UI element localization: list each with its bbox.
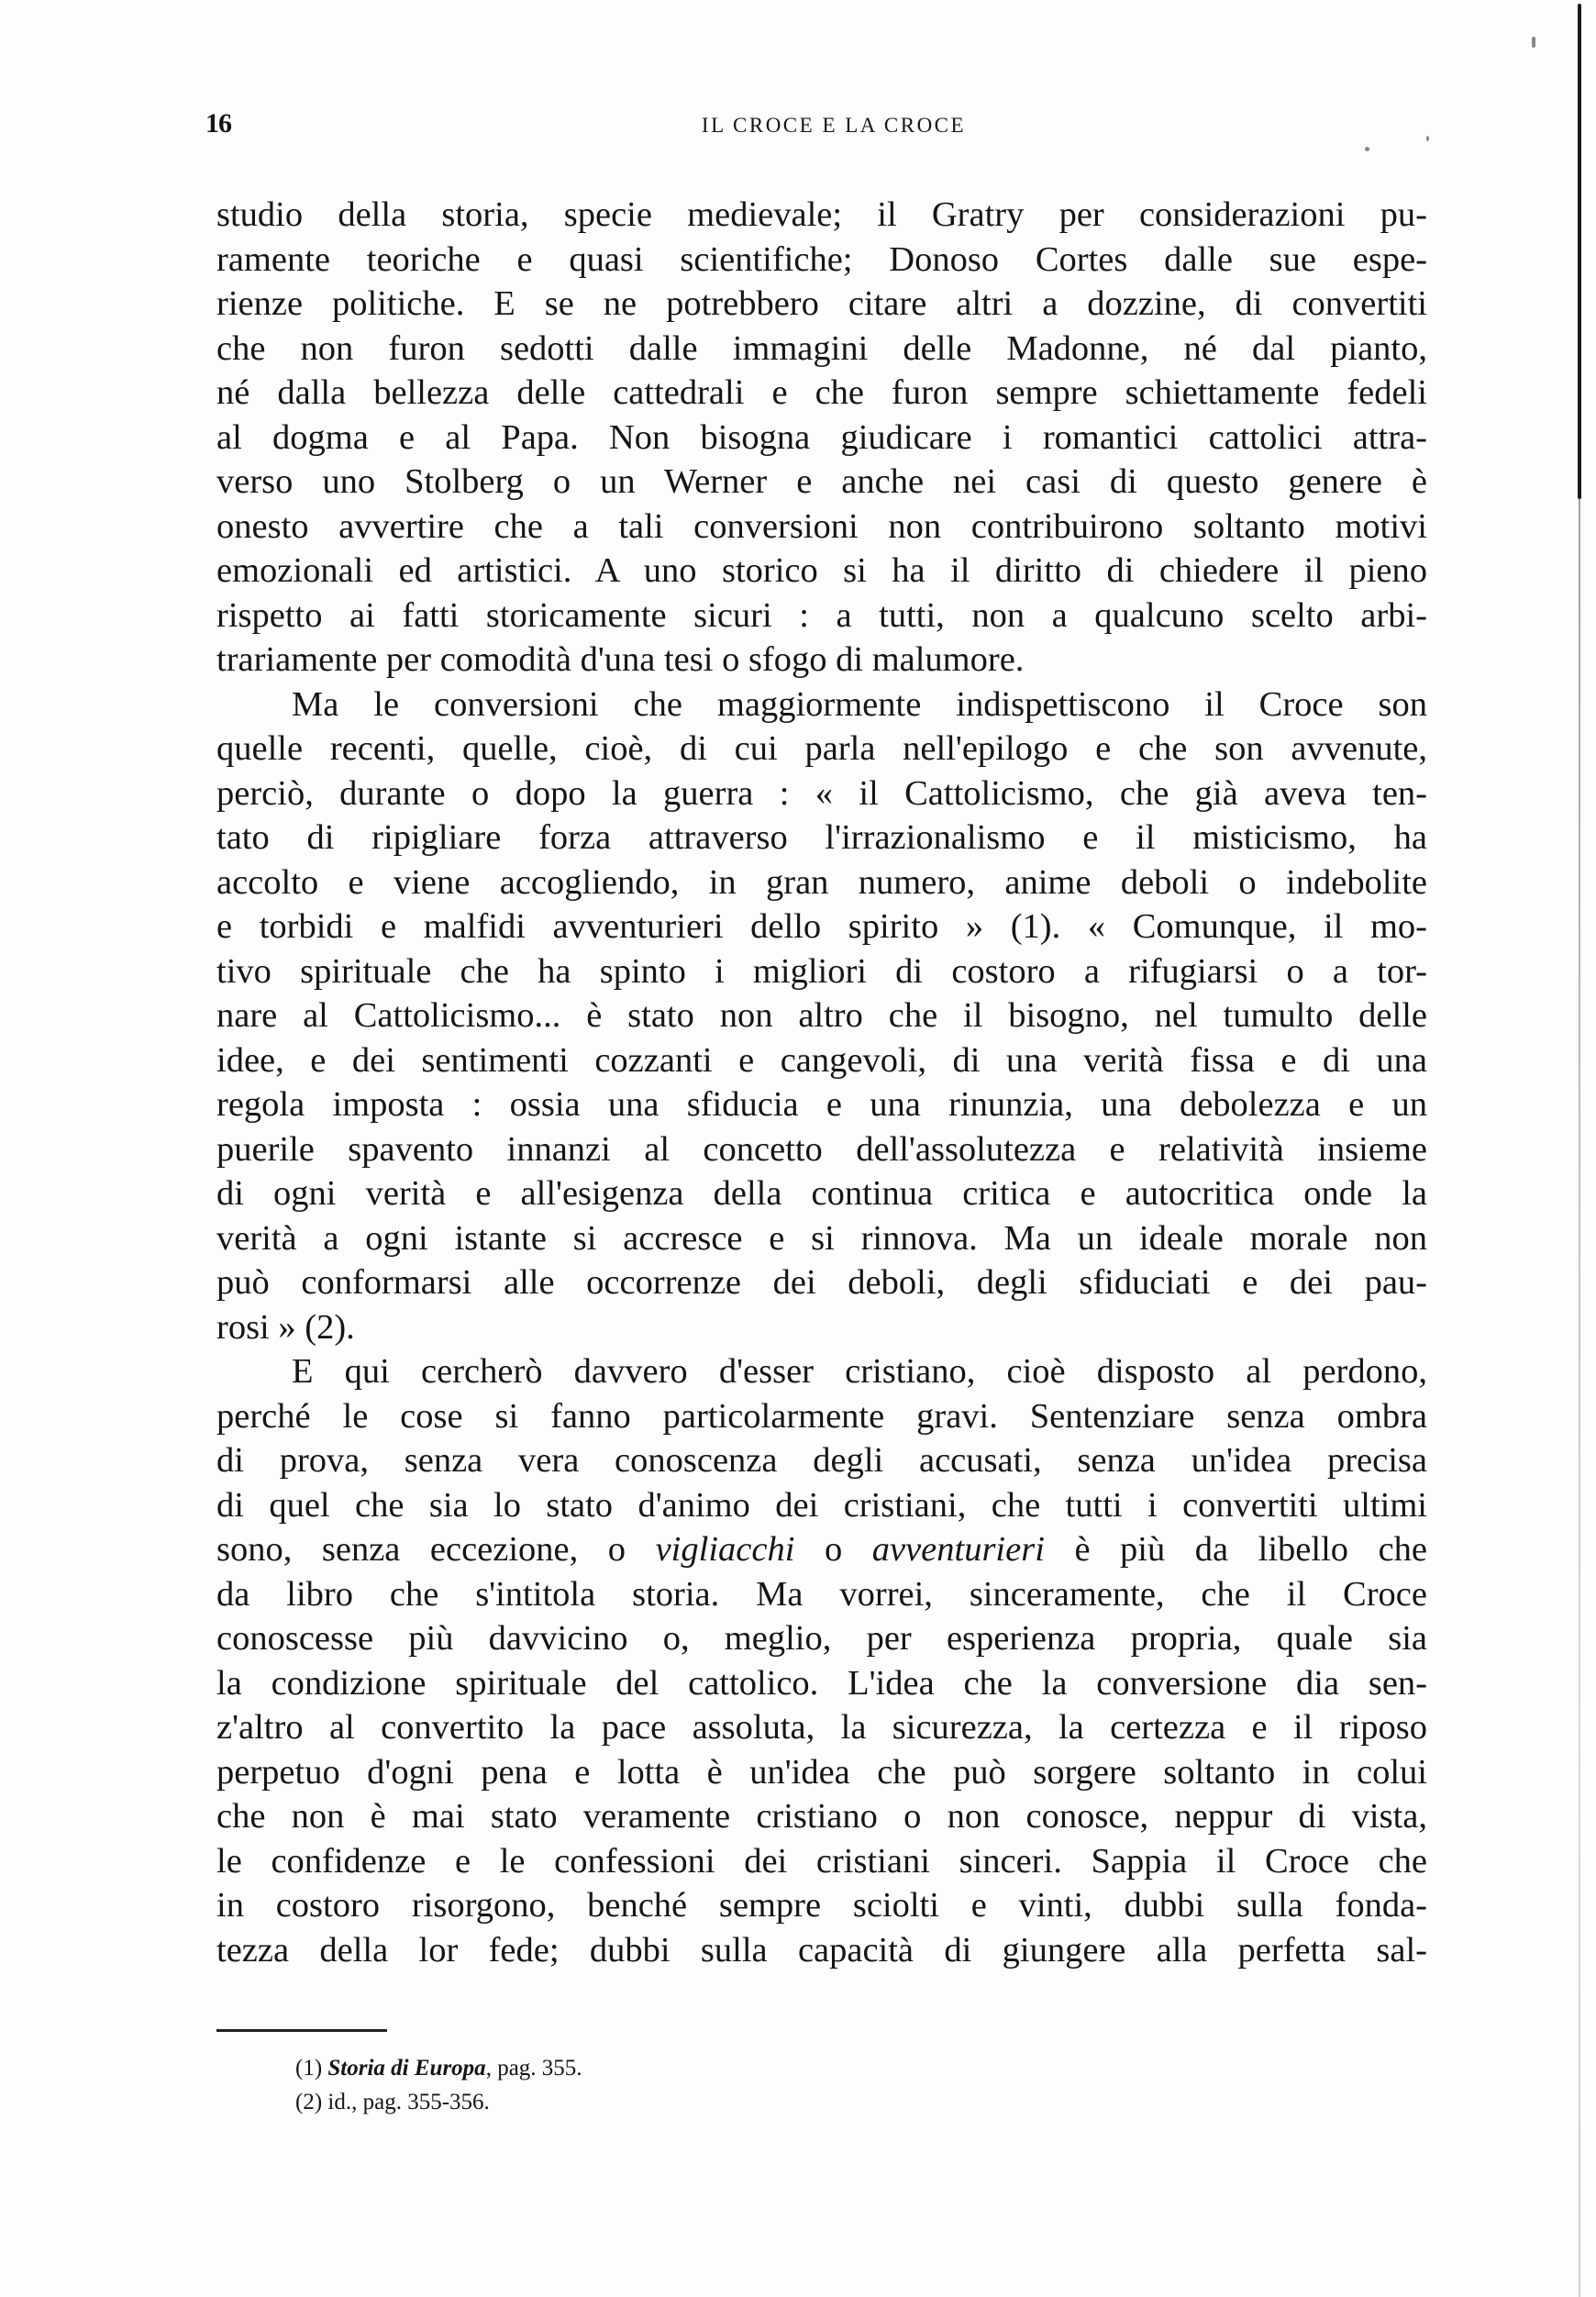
- italic-term-vigliacchi: vigliacchi: [655, 1530, 795, 1569]
- text-line: idee, e dei sentimenti cozzanti e cangevoli, di una verità fissa e di una: [216, 1040, 1427, 1080]
- text-line: rienze politiche. E se ne potrebbero citare altri a dozzine, di convertiti: [216, 284, 1427, 323]
- text-line: verità a ogni istante si accresce e si rinnova. Ma un ideale morale non: [216, 1218, 1427, 1258]
- text-line: e torbidi e malfidi avventurieri dello spirito » (1). « Comunque, il mo-: [216, 907, 1427, 946]
- text-line: perciò, durante o dopo la guerra : « il Cattolicismo, che già aveva ten-: [216, 773, 1427, 813]
- text-line: conoscesse più davvicino o, meglio, per esperienza propria, quale sia: [216, 1619, 1427, 1658]
- text-line: onesto avvertire che a tali conversioni non contribuirono soltanto motivi: [216, 506, 1427, 546]
- text-line-paragraph-end: trariamente per comodità d'una tesi o sfogo di malumore.: [216, 640, 1025, 679]
- scan-speck: [1532, 37, 1535, 48]
- text-line: che non è mai stato veramente cristiano o non conosce, neppur di vista,: [216, 1797, 1427, 1836]
- page-edge-shadow: [1578, 4, 1581, 499]
- text-line: perpetuo d'ogni pena e lotta è un'idea che può sorgere soltanto in colui: [216, 1752, 1427, 1792]
- text-fragment: o: [794, 1530, 872, 1569]
- text-line: z'altro al convertito la pace assoluta, la sicurezza, la certezza e il riposo: [216, 1708, 1427, 1747]
- text-line: puerile spavento innanzi al concetto dell'assolutezza e relatività insieme: [216, 1129, 1427, 1169]
- text-line: nare al Cattolicismo... è stato non altro che il bisogno, nel tumulto delle: [216, 996, 1427, 1035]
- text-line: ramente teoriche e quasi scientifiche; Donoso Cortes dalle sue espe-: [216, 239, 1427, 279]
- footnotes: [295, 2051, 582, 2119]
- text-line: in costoro risorgono, benché sempre sciolti e vinti, dubbi sulla fonda-: [216, 1886, 1427, 1925]
- text-line-paragraph-start: E qui cercherò davvero d'esser cristiano, cioè disposto al perdono,: [292, 1352, 1427, 1391]
- text-line: da libro che s'intitola storia. Ma vorrei, sinceramente, che il Croce: [216, 1574, 1427, 1614]
- text-line: le confidenze e le confessioni dei cristiani sinceri. Sappia il Croce che: [216, 1841, 1427, 1881]
- text-line: tezza della lor fede; dubbi sulla capacità di giungere alla perfetta sal-: [216, 1930, 1427, 1970]
- text-line: studio della storia, specie medievale; il Gratry per considerazioni pu-: [216, 195, 1427, 234]
- italic-term-avventurieri: avventurieri: [871, 1530, 1045, 1569]
- text-line: può conformarsi alle occorrenze dei deboli, degli sfiduciati e dei pau-: [216, 1263, 1427, 1302]
- text-line: che non furon sedotti dalle immagini delle Madonne, né dal pianto,: [216, 328, 1427, 368]
- footnote-2: [295, 2085, 582, 2119]
- footnote-work-title: Storia di Europa: [327, 2056, 486, 2081]
- text-fragment: è più da libello che: [1044, 1530, 1427, 1569]
- running-head: IL CROCE E LA CROCE: [701, 114, 967, 137]
- footnote-divider: [216, 2029, 387, 2032]
- text-line: di prova, senza vera conoscenza degli accusati, senza un'idea precisa: [216, 1441, 1427, 1480]
- text-line: perché le cose si fanno particolarmente gravi. Sentenziare senza ombra: [216, 1396, 1427, 1436]
- footnote-text: , pag. 355.: [485, 2056, 582, 2081]
- scan-speck: [1365, 147, 1369, 151]
- scan-speck: [1426, 136, 1429, 141]
- text-line-paragraph-end: rosi » (2).: [216, 1307, 355, 1347]
- text-line: di ogni verità e all'esigenza della continua critica e autocritica onde la: [216, 1174, 1427, 1213]
- page-edge-shadow-faint: [1579, 499, 1580, 2297]
- footnote-1: [295, 2051, 582, 2085]
- page-number: 16: [205, 108, 231, 139]
- text-line: tivo spirituale che ha spinto i migliori di costoro a rifugiarsi o a tor-: [216, 951, 1427, 991]
- text-line: accolto e viene accogliendo, in gran numero, anime deboli o indebolite: [216, 862, 1427, 902]
- footnote-marker: (1): [295, 2056, 323, 2081]
- text-line: quelle recenti, quelle, cioè, di cui parla nell'epilogo e che son avvenute,: [216, 729, 1427, 768]
- footnote-text: id., pag. 355-356.: [327, 2090, 490, 2114]
- text-line: né dalla bellezza delle cattedrali e che furon sempre schiettamente fedeli: [216, 373, 1427, 412]
- footnote-marker: (2): [295, 2090, 323, 2114]
- text-line: di quel che sia lo stato d'animo dei cristiani, che tutti i convertiti ultimi: [216, 1485, 1427, 1525]
- text-line-with-italics: [216, 1527, 1427, 1572]
- text-line: emozionali ed artistici. A uno storico si ha il diritto di chiedere il pieno: [216, 551, 1427, 590]
- page-header: [205, 108, 1425, 145]
- text-line: la condizione spirituale del cattolico. L'idea che la conversione dia sen-: [216, 1663, 1427, 1703]
- text-line-paragraph-start: Ma le conversioni che maggiormente indispettiscono il Croce son: [292, 684, 1427, 724]
- text-line: regola imposta : ossia una sfiducia e una rinunzia, una debolezza e un: [216, 1085, 1427, 1124]
- text-line: tato di ripigliare forza attraverso l'irrazionalismo e il misticismo, ha: [216, 818, 1427, 857]
- text-line: rispetto ai fatti storicamente sicuri : a tutti, non a qualcuno scelto arbi-: [216, 595, 1427, 635]
- text-line: verso uno Stolberg o un Werner e anche nei casi di questo genere è: [216, 462, 1427, 501]
- body-text: [216, 193, 1427, 1972]
- text-line: al dogma e al Papa. Non bisogna giudicare i romantici cattolici attra-: [216, 417, 1427, 457]
- text-fragment: sono, senza eccezione, o: [216, 1530, 656, 1569]
